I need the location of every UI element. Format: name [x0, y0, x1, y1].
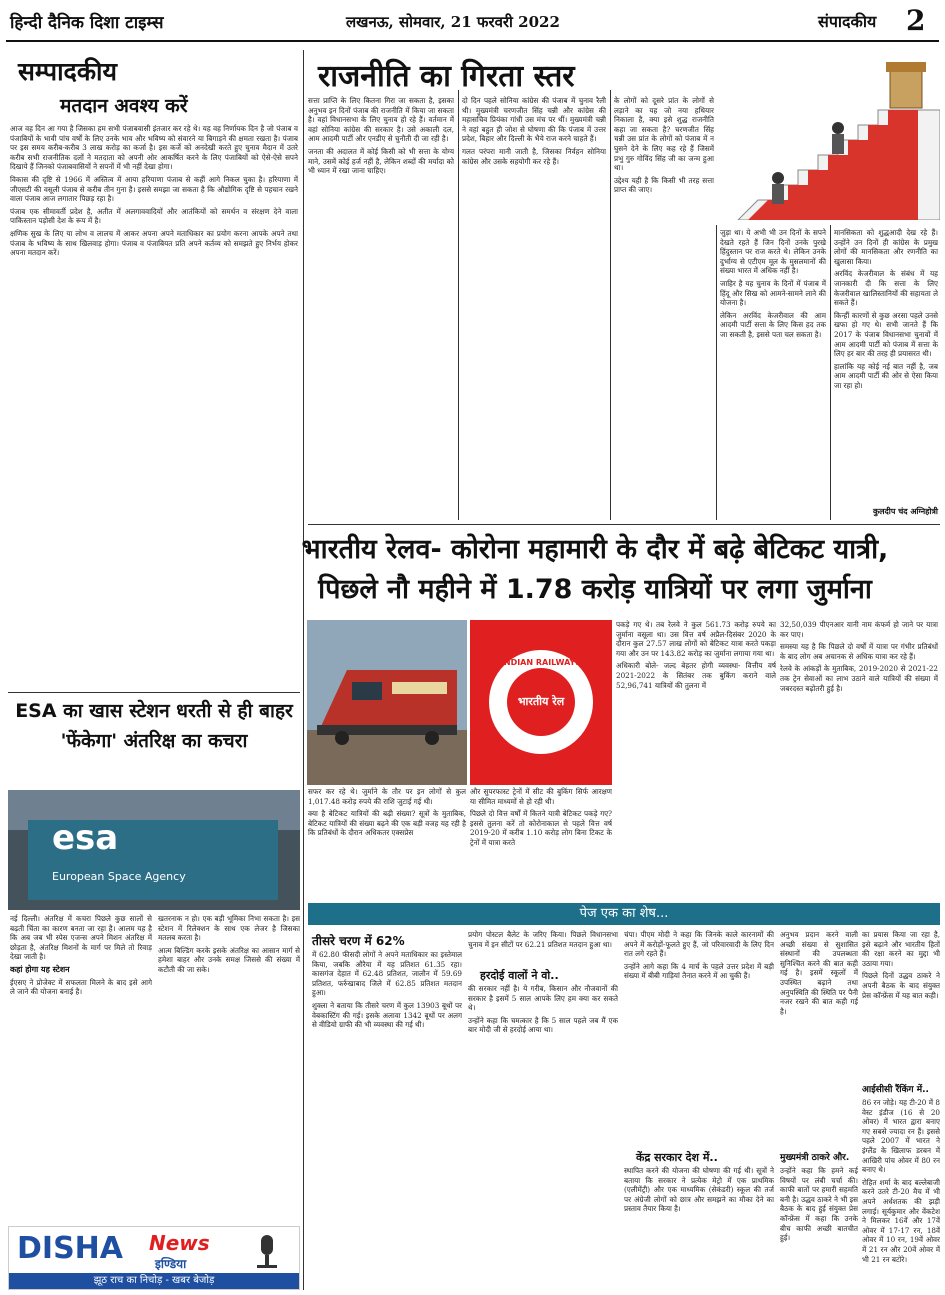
paragraph: अधिकारी बोले- जल्द बेहतर होगी व्यवस्था- वित्तीय वर्ष 2021-2022 के सितंबर तक बुकिंग कराने वाले 52,96,741 यात्रियों की तुलना में	[616, 661, 776, 690]
school-subhead: मुख्यमंत्री ठाकरे और.	[780, 1153, 850, 1163]
paragraph: प्रयोग पोस्टल बैलेट के जरिए किया। पिछले विधानसभा चुनाव में इन सीटों पर 62.21 प्रतिशत मतदान हुआ था।	[468, 930, 618, 949]
paragraph: स्थापित करने की योजना की घोषणा की गई थी। सूत्रों ने बताया कि सरकार ने प्रत्येक मेट्रो में एक प्राथमिक (एलीमेंट्री) और एक माध्यमिक (सेकंडरी) स्कूल की तर्ज पर अंग्रेजी लोगों को छात्र और समझने का मौका देने का प्रस्ताव तैयार किया है।	[624, 1166, 774, 1214]
disha-logo-sub: इण्डिया	[155, 1257, 187, 1271]
paragraph: हालांकि यह कोई नई बात नहीं है, जब आम आदमी पार्टी की ओर से ऐसा किया जा रहा हो।	[834, 361, 938, 390]
esa-logo-sub: European Space Agency	[52, 870, 186, 883]
railway-title	[250, 530, 940, 610]
editorial-title: मतदान अवश्य करें	[60, 95, 188, 117]
center-subhead: केंद्र सरकार देश में..	[636, 1151, 718, 1164]
lead-body-col1	[308, 96, 454, 520]
railway-logo-text-hi: भारतीय रेल	[517, 695, 565, 708]
railway-logo-text-en: INDIAN RAILWAYS	[500, 658, 582, 667]
paragraph: क्षणिक सुख के लिए या लोभ व लालच में आकर अपना अपने मताधिकार का प्रयोग करना आपके अपने तथा पंजाब के भविष्य के साथ खिलवाड़ होगा। पंजाब व पंजाबियत प्रति अपने कर्तव्य को समझते हुए निर्भय होकर अपना मतदान करें।	[10, 228, 298, 258]
lead-body-col2	[462, 96, 606, 520]
page-number: 2	[906, 4, 926, 37]
hardoi-intro	[468, 930, 618, 966]
paragraph: अरविंद केजरीवाल के संबंध में यह जानकारी दी कि सत्ता के लिए केजरीवाल खालिस्तानियों की सहायता ले सकते हैं।	[834, 269, 938, 308]
paragraph: विकास की दृष्टि से 1966 में अस्तित्व में आया हरियाणा पंजाब से कहीं आगे निकल चुका है। हरियाणा में जीएसटी की वसूली पंजाब से करीब तीन गुना है। इससे समझा जा सकता है कि औद्योगिक दृष्टि से पहचान रखने वाला पंजाब आज लगातार पिछड़ रहा है।	[10, 174, 298, 204]
column-divider	[458, 90, 459, 520]
paragraph: आत्म बिल्डिंग करके इसके अंतरिक्ष का आसान मार्ग से हमेशा बाहर और उनके समक्ष जिससे की संख्या में कटौती की जा सके।	[158, 945, 300, 974]
paragraph: ईएसए ने प्रोजेक्ट में सफलता मिलने के बाद इसे आगे ले जाने की योजना बनाई है।	[10, 977, 152, 997]
paragraph: रेलवे के आंकड़ों के मुताबिक, 2019-2020 से 2021-22 तक ट्रेन सेवाओं का लाभ उठाने वाले यात्रियों की संख्या में जबरदस्त बढ़ोतरी हुई है।	[780, 664, 938, 693]
disha-logo-name: DISHA	[17, 1231, 123, 1266]
esa-body-col2	[158, 914, 300, 1222]
hardoi-title: हरदोई वालों ने वो..	[480, 969, 559, 982]
railway-body-col3	[470, 787, 612, 897]
paper-name: हिन्दी दैनिक दिशा टाइम्स	[10, 13, 164, 33]
train-photo	[307, 620, 467, 785]
paragraph: सफर कर रहे थे। जुर्माने के तौर पर इन लोगों से कुल 1,017.48 करोड़ रुपये की राशि जुटाई गई थी।	[308, 787, 466, 806]
right-subbody	[862, 1098, 940, 1290]
paragraph: पिछले दिनों उद्धव ठाकरे ने अपनी बैठक के बाद संयुक्त प्रेस कॉन्फ्रेंस में यह बात कही।	[862, 971, 940, 1000]
center-subbody	[624, 1166, 774, 1290]
paragraph: और सुपरफास्ट ट्रेनों में सीट की बुकिंग सिर्फ आरक्षण या सीमित माध्यमों से हो रही थी।	[470, 787, 612, 806]
center-body	[624, 930, 774, 1140]
section-divider	[8, 692, 300, 693]
right-subhead: आईसीसी रैंकिंग में..	[862, 1085, 929, 1095]
paragraph: नई दिल्ली। अंतरिक्ष में कचरा पिछले कुछ सालों से बढ़ती चिंता का कारण बनता जा रहा है। आलम यह है कि अब जब भी स्पेस एजन्स अपने मिशन अंतरिक्ष में छोड़ता है, अंतरिक्ष मिशनों के मार्ग पर मिले तो रिवाड़ देखा जाती है।	[10, 914, 152, 962]
continued-banner: पेज एक का शेष...	[308, 903, 940, 925]
paragraph: चंपा। पीएम मोदी ने कहा कि जिनके काले कारनामों की अपने में करोड़ों-फूलते हुए हैं, जो परिवारवादी के लिए दिन रात लगे रहते हैं।	[624, 930, 774, 959]
column-divider	[303, 50, 304, 1290]
paragraph: समस्या यह है कि पिछले दो वर्षों में यात्रा पर गंभीर प्रतिबंधों के बाद लोग अब अचानक से अधिक यात्रा कर रहे हैं।	[780, 642, 938, 661]
hardoi-body	[468, 984, 618, 1290]
paragraph: उन्होंने आगे कहा कि 4 मार्च के पहले उत्तर प्रदेश में बड़ी संख्या में बीबी गाड़ियां तैनात करने में आ चुकी हैं।	[624, 961, 774, 981]
indian-railways-logo	[470, 620, 612, 785]
column-divider	[716, 225, 717, 520]
lead-body-col5	[720, 228, 826, 520]
paragraph: उद्देश्य यही है कि किसी भी तरह सत्ता प्राप्त की जाए।	[614, 175, 714, 195]
paragraph: अनुभव प्रदान करने वाली अच्छी संख्या से सुशासित संस्थानों की उपलब्धता सुनिश्चित करने की बात कही गई है। इसमें स्कूलों में उपस्थित बढ़ाने तथा अनुपस्थिति की स्थिति पर पैनी नजर रखने की बात कही गई है।	[780, 930, 858, 1016]
section-divider	[308, 524, 940, 525]
right-body	[862, 930, 940, 1080]
cartoon-illustration	[718, 50, 940, 220]
dateline: लखनऊ, सोमवार, 21 फरवरी 2022	[346, 13, 560, 31]
esa-logo-text: esa	[52, 818, 119, 858]
paragraph: में 62.80 फीसदी लोगों ने अपने मताधिकार का इस्तेमाल किया, जबकि औरैया में यह प्रतिशत 61.35 रहा। कासगंज देहात में 62.48 प्रतिशत, जालौन में 59.69 प्रतिशत, फर्रुखाबाद जिले में 62.85 प्रतिशत मतदान हुआ।	[312, 950, 462, 998]
phase3-title: तीसरे चरण में 62%	[312, 934, 405, 948]
cartoon-stairs-icon	[718, 50, 940, 220]
paragraph: 86 रन जोड़े। यह टी-20 में 8 वेस्ट इंडीज (16 से 20 ओवर) में भारत द्वारा बनाए गए सबसे ज्यादा रन हैं। इससे पहले 2007 में भारत ने इंग्लैंड के खिलाफ डरबन में आखिरी पांच ओवर में 80 रन बनाए थे।	[862, 1098, 940, 1175]
paragraph: रोहित शर्मा के बाद बल्लेबाजी करने उतरे टी-20 मैच में भी अपने अर्धशतक की झड़ी लगाई। सूर्यकुमार और वेंकटेश ने मिलकर 16वें और 17वें ओवर में 17-17 रन, 18वें ओवर में 10 रन, 19वें ओवर में 21 रन और 20वें ओवर में भी 21 रन बटोरे।	[862, 1177, 940, 1264]
paragraph: के लोगों को दूसरे प्रांत के लोगों से लड़ाने का यह जो नया हथियार निकाला है, क्या इसे शुद्ध राजनीति कहा जा सकता है? चरणजीत सिंह चन्नी उस प्रांत के लोगों को पंजाब में न घुसने देने के लिए कह रहे हैं जिसमें प्रभु गुरु गोविंद सिंह जी का जन्म हुआ था।	[614, 96, 714, 173]
esa-photo	[8, 790, 300, 910]
paragraph: शुक्ला ने बताया कि तीसरे चरण में कुल 13903 बूथों पर वेबकास्टिंग की गई। इसके अलावा 1342 बूथों पर अलग से वीडियो ग्राफी की भी व्यवस्था की गई थी।	[312, 1000, 462, 1030]
esa-title: ESA का खास स्टेशन धरती से ही बाहर 'फेंकेगा' अंतरिक्ष का कचरा	[15, 700, 293, 752]
paragraph: का प्रयास किया जा रहा है, इसे बढ़ाने और भारतीय हितों की रक्षा करने का मुद्दा भी उठाया गया।	[862, 930, 940, 968]
masthead	[6, 4, 939, 42]
paragraph: आज वह दिन आ गया है जिसका हम सभी पंजाबवासी इंतजार कर रहे थे। यह वह निर्णायक दिन है जो पंजाब व पंजाबियों के भावी पांच वर्षों के लिए उनके भाव और भविष्य को संवारने या बिगाड़ने की क्षमता रखता है। पंजाब पर इस समय करीब-करीब 3 लाख करोड़ का कर्जा है। इस कर्जे को अनदेखी करते हुए चुनाव मैदान में उतरे करीब सभी राजनीतिक दलों ने मतदाता को अपनी ओर आकर्षित करने के लिए पंजाबियों को ऐसे-ऐसे सपने दिखाये हैं जिनको पंजाबवासियों ने सपनों में भी नहीं देखा होगा।	[10, 124, 298, 172]
paragraph: की सरकार नहीं है। ये गरीब, किसान और नौजवानों की सरकार है इसमें 5 साल आपके लिए हम क्या कर सकते थे।	[468, 984, 618, 1013]
train-icon	[307, 620, 467, 785]
column-divider	[610, 90, 611, 520]
esa-subhead: कहां होगा यह स्टेशन	[10, 964, 70, 974]
disha-logo-tagline: झूठ राच का निचोड़ - खबर बेजोड़	[9, 1273, 299, 1289]
paragraph: किन्हीं कारणों से कुछ अरसा पहले उनसे खफा हो गए थे। सभी जानते हैं कि 2017 के पंजाब विधानसभा चुनावों में आम आदमी पार्टी को पंजाब में सत्ता के लिए हर बार की तरह ही प्रयासरत थी।	[834, 310, 938, 359]
paragraph: जनता की अदालत में कोई किसी को भी सत्ता के योग्य माने, उसमें कोई हर्ज नहीं है, लेकिन शब्दों की मर्यादा को भी ध्यान में रखा जाना चाहिए।	[308, 146, 454, 176]
school-subbody	[780, 1166, 858, 1290]
lead-title: राजनीति का गिरता स्तर	[318, 59, 575, 94]
paragraph: मानसिकता को शुद्धआदी देख रहे हैं। उन्होंने उन दिनों ही कांग्रेस के प्रमुख लोगों की मानसिकता और रणनीति का खुलासा किया।	[834, 228, 938, 266]
disha-logo-news: News	[149, 1231, 210, 1255]
esa-body-col1	[10, 914, 152, 1222]
paragraph: पंजाब एक सीमावर्ती प्रदेश है, अतीत में अलगाववादियों और आतंकियों को समर्थन व संरक्षण देने वाला पाकिस्तान पड़ोसी देश के रूप में है।	[10, 206, 298, 226]
lead-byline: कुलदीप चंद अग्निहोत्री	[872, 506, 938, 516]
column-divider	[830, 225, 831, 520]
paragraph: लेकिन अरविंद केजरीवाल की आम आदमी पार्टी सत्ता के लिए किस हद तक जा सकती है, इससे पता चल सकता है।	[720, 310, 826, 339]
paragraph: गलत परंपरा मानी जाती है, जिसका निर्वहन सोनिया कांग्रेस और उसके सहयोगी कर रहे हैं।	[462, 146, 606, 166]
phase3-body	[312, 950, 462, 1290]
editorial-label: सम्पादकीय	[18, 57, 118, 86]
paragraph: खतरनाक न हो। एक बड़ी भूमिका निभा सकता है। इस स्टेशन में रिलेक्शन के साथ एक लेजर है जिसका मतलब करता है।	[158, 914, 300, 943]
paragraph: 32,50,039 पीएनआर यानी नाम कंफर्म हो जाने पर यात्रा कर पाए।	[780, 620, 938, 639]
railway-title-line2: पिछले नौ महीने में 1.78 करोड़ यात्रियों पर लगा जुर्माना	[318, 574, 872, 605]
paragraph: उन्होंने कहा कि चमत्कार है कि 5 साल पहले जब मैं एक बार मोदी जी से हरदोई आया था।	[468, 1015, 618, 1035]
school-body	[780, 930, 858, 1140]
paragraph: उन्होंने कहा कि हमने कई विषयों पर लंबी चर्चा की। काफी बातों पर हमारी सहमति बनी है। उद्धव ठाकरे ने भी इस बैठक के बाद हुई संयुक्त प्रेस कॉन्फ्रेंस में कहा कि उनके बीच काफी अच्छी बातचीत हुई।	[780, 1166, 858, 1243]
section-name: संपादकीय	[818, 12, 877, 31]
paragraph: दो दिन पहले सोनिया कांग्रेस की पंजाब में चुनाव रैली थी। मुख्यमंत्री चरणजीत सिंह चन्नी और कांग्रेस की महासचिव प्रियंका गांधी उस मंच पर थीं। मुख्यमंत्री चन्नी ने वहां बहुत ही जोश से घोषणा की कि पंजाब में उत्तर प्रदेश, बिहार और दिल्ली के भैये राज करने चाहते हैं।	[462, 96, 606, 144]
paragraph: पकड़े गए थे। तब रेलवे ने कुल 561.73 करोड़ रुपये का जुर्माना वसूला था। उस वित्त वर्ष अप्रैल-दिसंबर 2020 के दौरान कुल 27.57 लाख लोगों को बेटिकट यात्रा करते पकड़ा गया और उन पर 143.82 करोड़ का जुर्माना लगाया गया था।	[616, 620, 776, 658]
railway-body-col5	[780, 620, 938, 898]
lead-body-col3	[614, 96, 714, 520]
lead-body-col6	[834, 228, 938, 503]
paragraph: सत्ता प्राप्ति के लिए कितना गिरा जा सकता है, इसका अनुभव इन दिनों पंजाब की राजनीति में किया जा सकता है। वहां विधानसभा के लिए चुनाव हो रहे हैं। वर्तमान में वहां सोनिया कांग्रेस की सरकार है। उसे अकाली दल, आम आदमी पार्टी और एनडीए से चुनौती दी जा रही है।	[308, 96, 454, 144]
paragraph: क्या है बेटिकट यात्रियों की बढ़ी संख्या? सूत्रों के मुताबिक, बेटिकट यात्रियों की संख्या बढ़ने की एक बड़ी वजह यह रही है कि प्रतिबंधों के दौरान अधिकतर एक्सप्रेस	[308, 809, 466, 838]
railway-body-col2	[308, 787, 466, 897]
microphone-icon	[247, 1233, 287, 1269]
railway-title-line1: भारतीय रेलव- कोरोना महामारी के दौर में बढ़े बेटिकट यात्री,	[301, 534, 889, 565]
railway-body-col4	[616, 620, 776, 898]
paragraph: पिछले दो वित्त वर्षों में कितने यात्री बेटिकट पकड़े गए? इससे तुलना करें तो कोरोनाकाल से पहले वित्त वर्ष 2019-20 में करीब 1.10 करोड़ लोग बिना टिकट के ट्रेनों में यात्रा करते	[470, 809, 612, 847]
paragraph: जाहिर है यह चुनाव के दिनों में पंजाब में हिंदू और सिख को आमने-सामने लाने की योजना है।	[720, 278, 826, 308]
paragraph: जुड़ा था। ये अभी भी उन दिनों के सपने देखते रहते हैं जिन दिनों उनके पुरखे हिंदुस्तान पर राज करते थे। लेकिन उनके दुर्भाग्य से एटीएम मूल के मुसलमानों की संख्या भारत में अधिक नहीं है।	[720, 228, 826, 276]
disha-news-logo	[8, 1226, 300, 1290]
